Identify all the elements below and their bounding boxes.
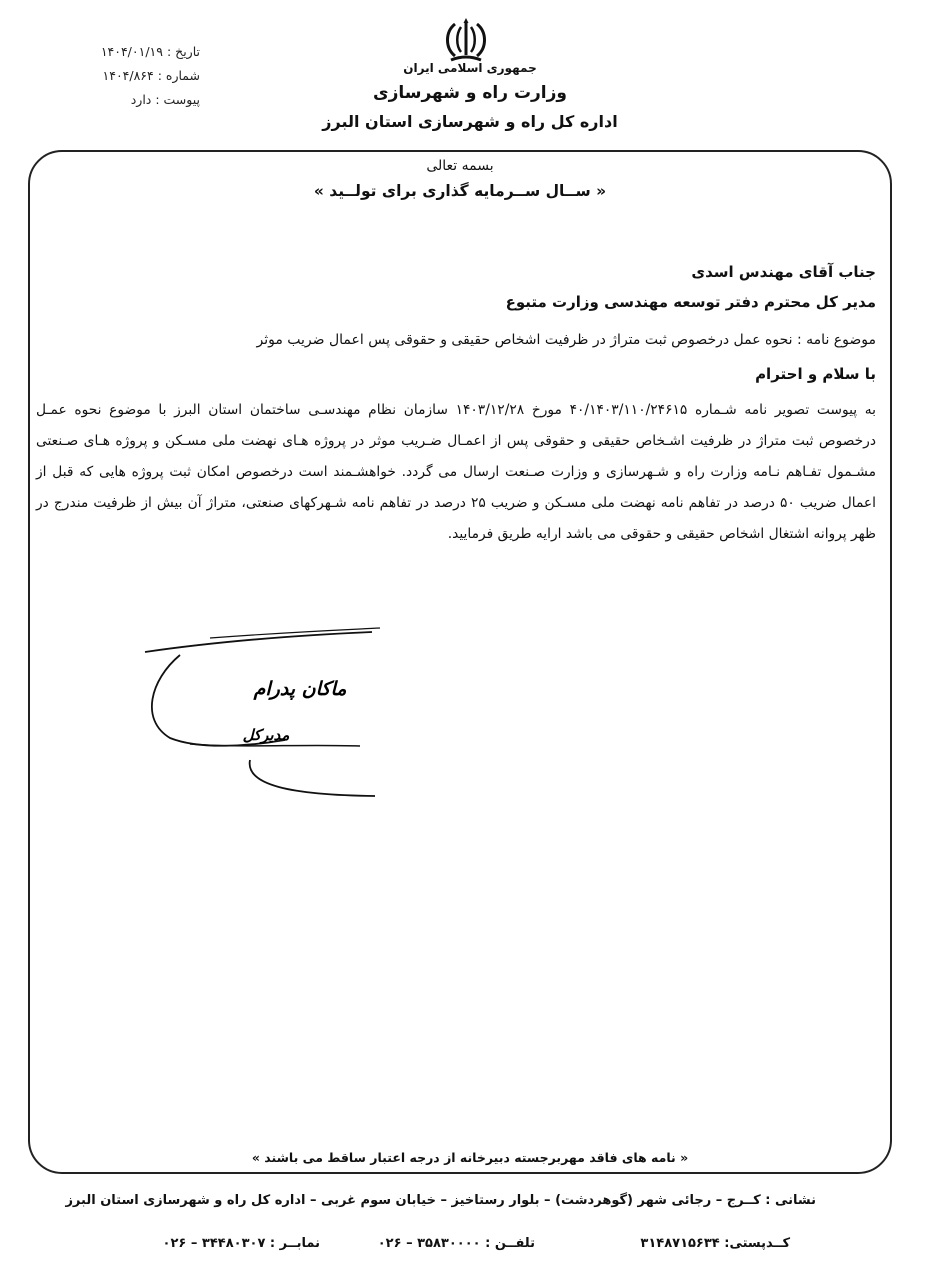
greeting: با سلام و احترام	[755, 365, 876, 383]
footer-contacts	[130, 1236, 790, 1258]
phone-number: تلفــن : ۳۵۸۳۰۰۰۰ – ۰۲۶	[377, 1236, 535, 1251]
letter-subject: موضوع نامه : نحوه عمل درخصوص ثبت متراژ در ظرفیت اشخاص حقیقی و حقوقی پس اعمال ضریب موثر	[256, 332, 876, 348]
letter-number: شماره : ۱۴۰۴/۸۶۴	[102, 68, 200, 83]
letter-body	[36, 257, 876, 550]
office-name: اداره کل راه و شهرسازی استان البرز	[322, 112, 618, 131]
invocation: بسمه تعالی	[426, 158, 494, 174]
signature-name: ماکان پدرام	[253, 678, 347, 700]
ministry-name: وزارت راه و شهرسازی	[372, 83, 567, 103]
letter-meta	[70, 40, 200, 112]
recipient-title: مدیر کل محترم دفتر توسعه مهندسی وزارت متبوع	[505, 293, 876, 311]
disclaimer: « نامه های فاقد مهربرجسته دبیرخانه از درجه اعتبار ساقط می باشند »	[251, 1150, 689, 1165]
signature-title: مدیرکل	[242, 726, 290, 744]
letter-paragraph: به پیوست تصویر نامه شـماره ۴۰/۱۴۰۳/۱۱۰/۲۴۶۱۵ مورخ ۱۴۰۳/۱۲/۲۸ سازمان نظام مهندسـی ساختمان استان البرز با موضوع نحوه عمـل درخصوص ثبت متراژ در ظرفیت اشـخاص حقیقی و حقوقی پس از اعمـال ضـریب موثر در پروژه هـای نهضت ملی مسـکن و پروژه هـای صـنعتی مشـمول تفـاهم نـامه وزارت راه و شـهرسازی و وزارت صـنعت ارسال می گردد. خواهشـمند است درخصوص امکان ثبت پروژه هایی که قبل از اعمال ضریب ۵۰ درصد در تفاهم نامه نهضت ملی مسـکن و ضریب ۲۵ درصد در تفاهم نامه شـهرکهای صنعتی، متراژ آن بیش از ظرفیت مندرج در ظهر پروانه اشتغال اشخاص حقیقی و حقوقی می باشد ارایه طریق فرمایید.	[36, 402, 877, 542]
letter-date: تاریخ : ۱۴۰۴/۰۱/۱۹	[100, 44, 200, 59]
footer-address: نشانی : کــرج – رجائی شهر (گوهردشت) – بلوار رستاخیز – خیابان سوم غربی – اداره کل راه و شهرسازی استان البرز	[65, 1193, 816, 1208]
recipient-name: جناب آقای مهندس اسدی	[691, 263, 876, 281]
country-name: جمهوری اسلامی ایران	[403, 61, 537, 75]
signature	[140, 620, 390, 800]
postal-code: کــدپستی: ۳۱۴۸۷۱۵۶۳۴	[640, 1236, 790, 1251]
letter-attachment: پیوست : دارد	[130, 92, 200, 107]
fax-number: نمابــر : ۳۴۴۸۰۳۰۷ – ۰۲۶	[162, 1236, 320, 1251]
letterhead	[270, 58, 670, 136]
year-motto: « ســال ســرمایه گذاری برای تولــید »	[313, 182, 607, 200]
